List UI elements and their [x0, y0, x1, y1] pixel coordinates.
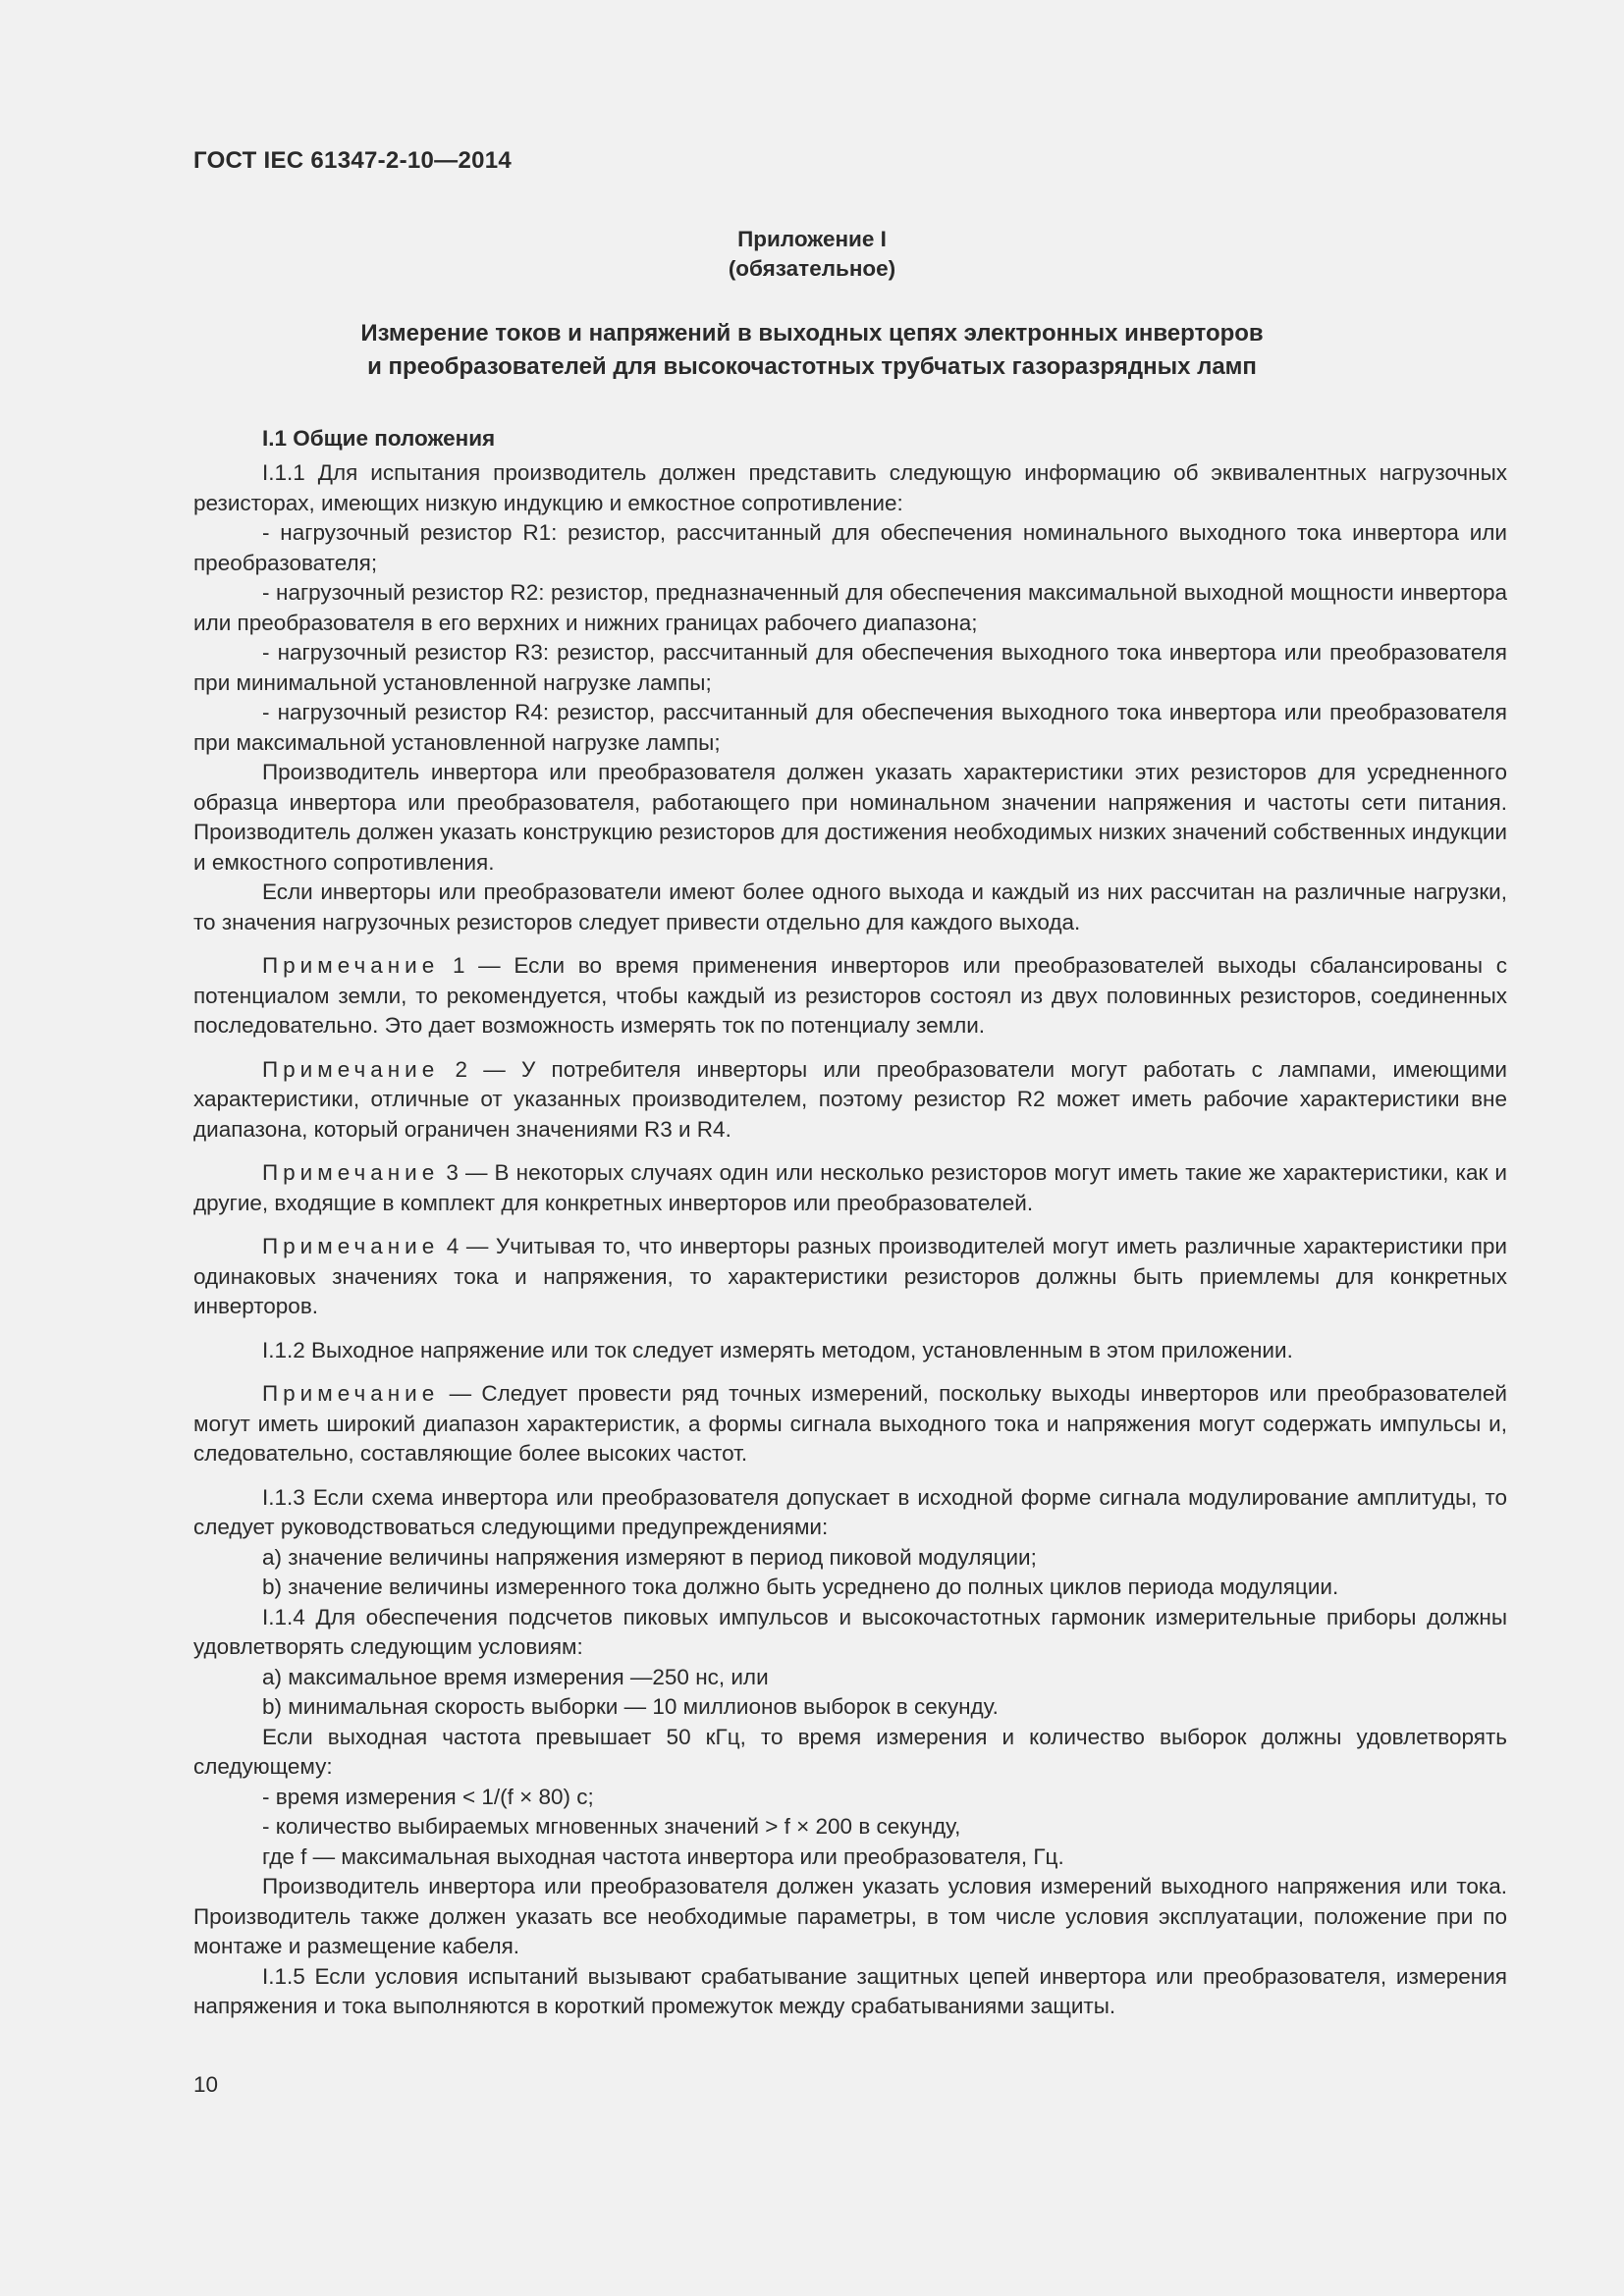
list-item-a-measurement: а) максимальное время измерения —250 нс, или	[262, 1664, 769, 1689]
section-heading: I.1 Общие положения	[262, 426, 496, 451]
annex-status: (обязательное)	[728, 256, 896, 281]
note-3	[193, 1158, 1507, 1218]
main-title-line-1: Измерение токов и напряжений в выходных цепях электронных инверторов	[360, 320, 1264, 347]
note-label: Примечание	[262, 1234, 440, 1258]
note-label: Примечание	[262, 1160, 440, 1185]
note-2	[193, 1055, 1507, 1146]
main-title-line-2: и преобразователей для высокочастотных трубчатых газоразрядных ламп	[367, 353, 1257, 380]
document-body	[193, 424, 1507, 2022]
note-label: Примечание	[262, 1056, 440, 1082]
list-item-a-modulation: а) значение величины напряжения измеряют в период пиковой модуляции;	[262, 1544, 1037, 1570]
annex-title: Приложение I	[737, 227, 887, 251]
clause-i-1-5: I.1.5 Если условия испытаний вызывают срабатывание защитных цепей инвертора или преобразователя, измерения напряжения и тока выполняются в короткий промежуток между срабатываниями защиты.	[193, 1963, 1507, 2018]
note-label: Примечание	[262, 1381, 440, 1406]
note-text: 4 — Учитывая то, что инверторы разных производителей могут иметь различные характеристики при одинаковых значениях тока и напряжения, то характеристики резисторов должны быть приемлемы для конкретных инверторов.	[193, 1234, 1507, 1318]
resistor-r3-item: - нагрузочный резистор R3: резистор, рассчитанный для обеспечения выходного тока инвертора или преобразователя при минимальной установленной нагрузке лампы;	[193, 640, 1507, 695]
resistor-r1-item: - нагрузочный резистор R1: резистор, рассчитанный для обеспечения номинального выходного тока инвертора или преобразователя;	[193, 520, 1507, 575]
page-number: 10	[193, 2072, 219, 2097]
note-text: 1 — Если во время применения инверторов или преобразователей выходы сбалансированы с потенциалом земли, то рекомендуется, чтобы каждый из резисторов состоял из двух половинных резисторов, соединенных последовательно. Это дает возможность измерять ток по потенциалу земли.	[193, 953, 1507, 1038]
list-item-b-sampling: b) минимальная скорость выборки — 10 миллионов выборок в секунду.	[262, 1694, 999, 1719]
clause-i-1-1: I.1.1 Для испытания производитель должен представить следующую информацию об эквивалентных нагрузочных резисторах, имеющих низкую индукцию и емкостное сопротивление:	[193, 460, 1507, 515]
clause-i-1-4: I.1.4 Для обеспечения подсчетов пиковых импульсов и высокочастотных гармоник измерительные приборы должны удовлетворять следующим условиям:	[193, 1604, 1507, 1659]
note-text: 3 — В некоторых случаях один или несколько резисторов могут иметь такие же характеристики, как и другие, входящие в комплект для конкретных инверторов или преобразователей.	[193, 1160, 1507, 1215]
note-label: Примечание	[262, 953, 440, 978]
note-1	[193, 951, 1507, 1041]
formula-explanation: где f — максимальная выходная частота инвертора или преобразователя, Гц.	[262, 1843, 1064, 1869]
dash-item-measure-time: - время измерения < 1/(f × 80) с;	[262, 1784, 594, 1809]
document-code: ГОСТ IEC 61347-2-10—2014	[193, 147, 513, 174]
resistor-r2-item: - нагрузочный резистор R2: резистор, предназначенный для обеспечения максимальной выходной мощности инвертора или преобразователя в его верхних и нижних границах рабочего диапазона;	[193, 580, 1507, 635]
paragraph-characteristics: Производитель инвертора или преобразователя должен указать характеристики этих резисторов для усредненного образца инвертора или преобразователя, работающего при номинальном значении напряжения и частоты сети питания. Производитель должен указать конструкцию резисторов для достижения необходимых низких значений собственных индукции и емкостного сопротивления.	[193, 760, 1507, 875]
note-text: 2 — У потребителя инверторы или преобразователи могут работать с лампами, имеющими характеристики, отличные от указанных производителем, поэтому резистор R2 может иметь рабочие характеристики вне диапазона, который ограничен значениями R3 и R4.	[193, 1056, 1507, 1142]
note-text: — Следует провести ряд точных измерений, поскольку выходы инверторов или преобразователей могут иметь широкий диапазон характеристик, а формы сигнала выходного тока и напряжения могут содержать импульсы и, следовательно, составляющие более высоких частот.	[193, 1381, 1507, 1466]
note-4	[193, 1232, 1507, 1322]
annex-heading	[0, 225, 1624, 284]
paragraph-output-frequency: Если выходная частота превышает 50 кГц, то время измерения и количество выборок должны удовлетворять следующему:	[193, 1724, 1507, 1779]
resistor-r4-item: - нагрузочный резистор R4: резистор, рассчитанный для обеспечения выходного тока инвертора или преобразователя при максимальной установленной нагрузке лампы;	[193, 700, 1507, 755]
paragraph-measurement-conditions: Производитель инвертора или преобразователя должен указать условия измерений выходного напряжения или тока. Производитель также должен указать все необходимые параметры, в том числе условия эксплуатации, положение при по монтаже и размещение кабеля.	[193, 1874, 1507, 1958]
note-5	[193, 1379, 1507, 1469]
clause-i-1-3: I.1.3 Если схема инвертора или преобразователя допускает в исходной форме сигнала модулирование амплитуды, то следует руководствоваться следующими предупреждениями:	[193, 1484, 1507, 1539]
list-item-b-modulation: b) значение величины измеренного тока должно быть усреднено до полных циклов периода модуляции.	[262, 1575, 1339, 1599]
clause-i-1-2: I.1.2 Выходное напряжение или ток следует измерять методом, установленным в этом приложении.	[262, 1337, 1293, 1362]
annex-main-title	[0, 317, 1624, 384]
paragraph-multiple-outputs: Если инверторы или преобразователи имеют более одного выхода и каждый из них рассчитан на различные нагрузки, то значения нагрузочных резисторов следует привести отдельно для каждого выхода.	[193, 880, 1507, 934]
dash-item-sample-count: - количество выбираемых мгновенных значений > f × 200 в секунду,	[262, 1814, 961, 1839]
